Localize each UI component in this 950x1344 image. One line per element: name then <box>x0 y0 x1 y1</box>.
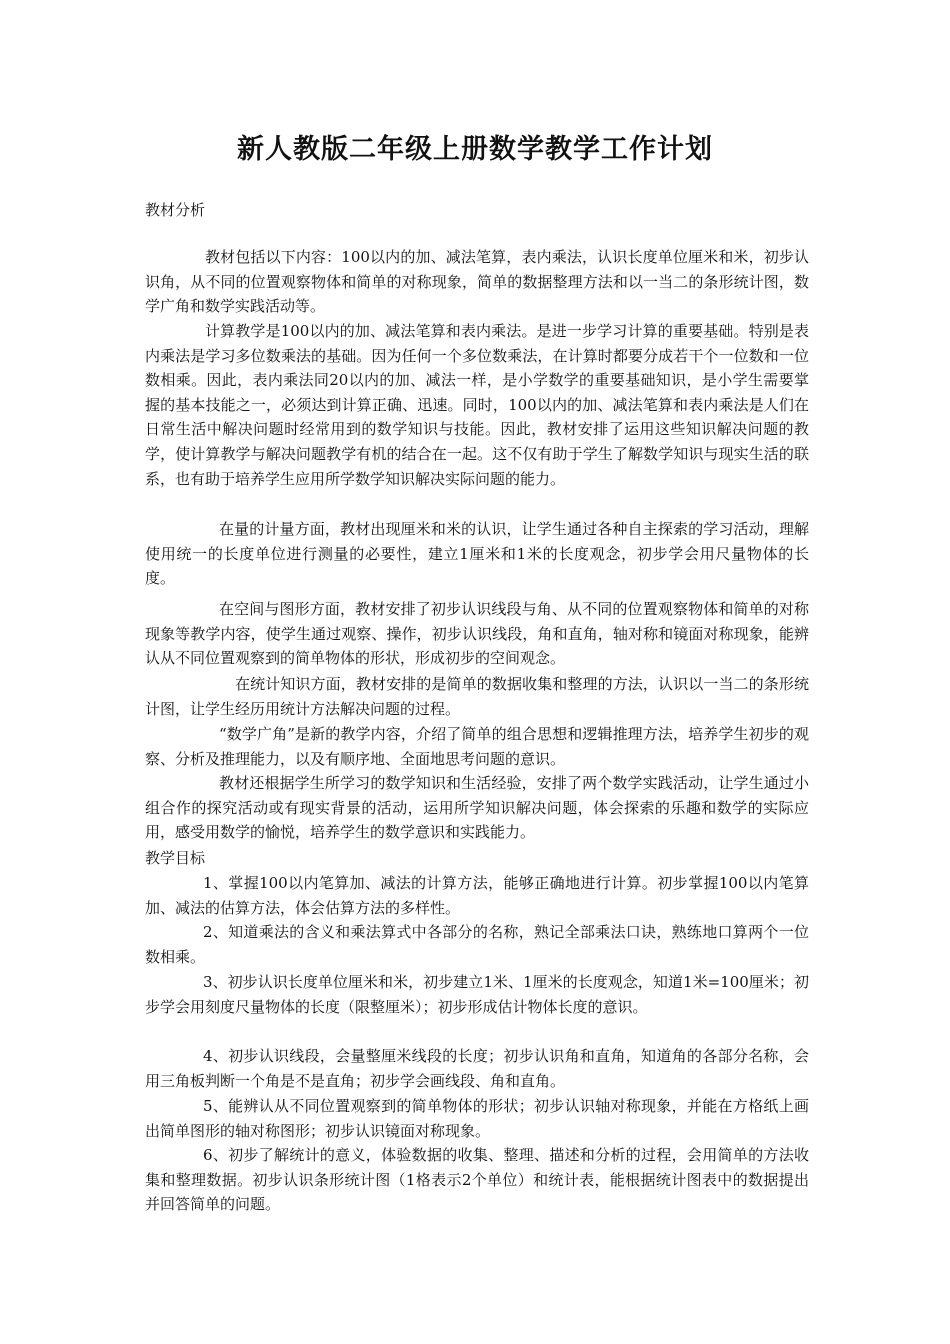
paragraph: 教材包括以下内容：100以内的加、减法笔算，表内乘法，认识长度单位厘米和米，初步认识角，从不同的位置观察物体和简单的对称现象，简单的数据整理方法和以一当二的条形统计图，数学广角和数学实践活动等。 <box>145 248 809 316</box>
paragraph: 在空间与图形方面，教材安排了初步认识线段与角、从不同的位置观察物体和简单的对称现象等教学内容，使学生通过观察、操作，初步认识线段，角和直角，轴对称和镜面对称现象，能辨认从不同位置观察到的简单物体的形状，形成初步的空间观念。 <box>145 600 809 668</box>
paragraph: 教材还根据学生所学习的数学知识和生活经验，安排了两个数学实践活动，让学生通过小组合作的探究活动或有现实背景的活动，运用所学知识解决问题，体会探索的乐趣和数学的实际应用，感受用数学的愉悦，培养学生的数学意识和实践能力。 <box>145 774 809 842</box>
paragraph: 在统计知识方面，教材安排的是简单的数据收集和整理的方法，认识以一当二的条形统计图，让学生经历用统计方法解决问题的过程。 <box>145 675 809 718</box>
document-title: 新人教版二年级上册数学教学工作计划 <box>237 134 713 165</box>
list-item: 2、知道乘法的含义和乘法算式中各部分的名称，熟记全部乘法口诀，熟练地口算两个一位数相乘。 <box>145 923 809 966</box>
paragraph: 计算教学是100以内的加、减法笔算和表内乘法。是进一步学习计算的重要基础。特别是表内乘法是学习多位数乘法的基础。因为任何一个多位数乘法，在计算时都要分成若干个一位数和一位数相乘。因此，表内乘法同20以内的加、减法一样，是小学数学的重要基础知识，是小学生需要掌握的基本技能之一，必须达到计算正确、迅速。同时，100以内的加、减法笔算和表内乘法是人们在日常生活中解决问题时经常用到的数学知识与技能。因此，教材安排了运用这些知识解决问题的教学，使计算教学与解决问题教学有机的结合在一起。这不仅有助于学生了解数学知识与现实生活的联系，也有助于培养学生应用所学数学知识解决实际问题的能力。 <box>145 322 809 488</box>
paragraph: “数学广角”是新的教学内容，介绍了简单的组合思想和逻辑推理方法，培养学生初步的观察、分析及推理能力，以及有顺序地、全面地思考问题的意识。 <box>145 725 809 768</box>
section-heading-materials: 教材分析 <box>145 201 206 219</box>
list-item: 4、初步认识线段，会量整厘米线段的长度；初步认识角和直角，知道角的各部分名称，会用三角板判断一个角是不是直角；初步学会画线段、角和直角。 <box>145 1047 809 1090</box>
section-heading-goals: 教学目标 <box>145 849 206 867</box>
list-item: 1、掌握100以内笔算加、减法的计算方法，能够正确地进行计算。初步掌握100以内笔算加、减法的估算方法，体会估算方法的多样性。 <box>145 874 809 917</box>
paragraph: 在量的计量方面，教材出现厘米和米的认识，让学生通过各种自主探索的学习活动，理解使用统一的长度单位进行测量的必要性，建立1厘米和1米的长度观念，初步学会用尺量物体的长度。 <box>145 520 809 588</box>
list-item: 6、初步了解统计的意义，体验数据的收集、整理、描述和分析的过程，会用简单的方法收集和整理数据。初步认识条形统计图（1格表示2个单位）和统计表，能根据统计图表中的数据提出并回答简单的问题。 <box>145 1146 809 1214</box>
list-item: 3、初步认识长度单位厘米和米，初步建立1米、1厘米的长度观念，知道1米=100厘米；初步学会用刻度尺量物体的长度（限整厘米）；初步形成估计物体长度的意识。 <box>145 973 809 1016</box>
list-item: 5、能辨认从不同位置观察到的简单物体的形状；初步认识轴对称现象，并能在方格纸上画出简单图形的轴对称图形；初步认识镜面对称现象。 <box>145 1097 809 1140</box>
